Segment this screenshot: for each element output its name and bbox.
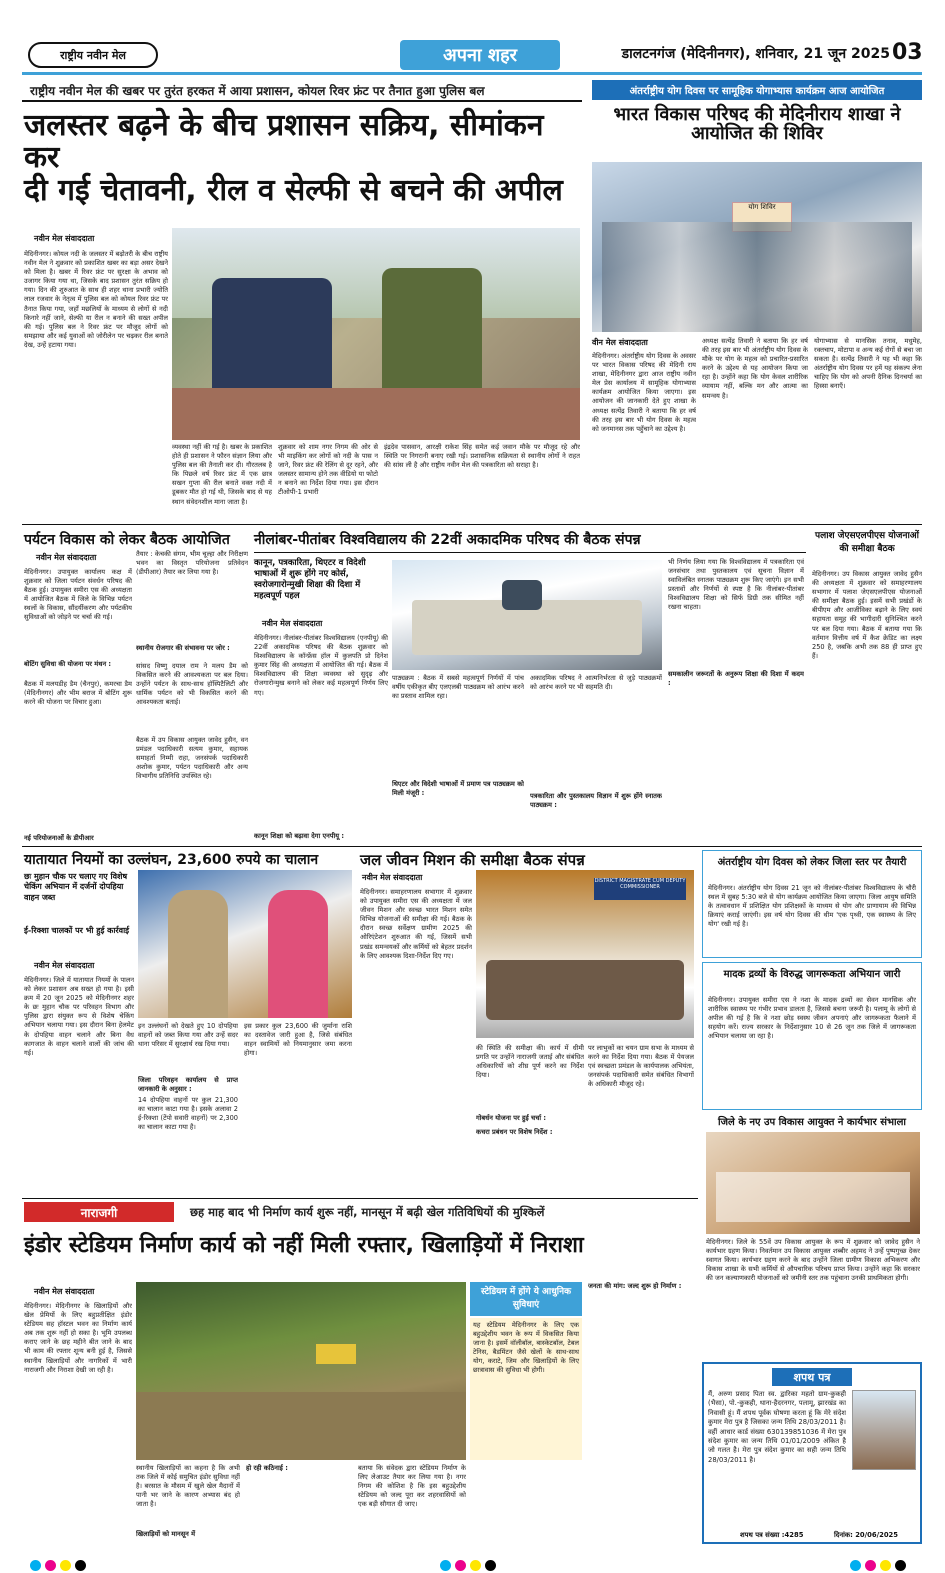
university-headline: नीलांबर-पीतांबर विश्वविद्यालय की 22वीं अकादमिक परिषद की बैठक संपन्न [254,532,641,548]
traffic-sub1: जिला परिवहन कार्यालय से प्राप्त जानकारी के अनुसार : [138,1076,238,1094]
affidavit-photo [852,1390,916,1470]
lead-headline-1: जलस्तर बढ़ने के बीच प्रशासन सक्रिय, सीमांकन कर [24,108,544,175]
yoga-body: मेदिनीनगर। अंतर्राष्ट्रीय योग दिवस के अवसर पर भारत विकास परिषद की मेदिनी राय शाखा, मेदिनीनगर द्वारा आज राष्ट्रीय नवीन मेल प्रेस कार्यालय में सामूहिक योगाभ्यास कार्यक्रम आयोजित किया जाएगा। इस आयोजन की जानकारी देते हुए शाखा के अध्यक्ष सत्येंद्र तिवारी ने बताया कि हर वर्ष की तरह इस बार भी योग दिवस के महत्व को जनमानस तक पहुँचाने का उद्देश्य है। [592,352,696,433]
yoga-ready-headline: अंतर्राष्ट्रीय योग दिवस को लेकर जिला स्तर पर तैयारी [717,857,907,868]
tourism-headline: पर्यटन विकास को लेकर बैठक आयोजित [24,532,230,548]
university-byline: नवीन मेल संवाददाता [262,619,323,628]
print-marks-left [30,1556,90,1573]
tourism-sub2: नई परियोजनाओं के डीपीआर [24,834,94,842]
jal-headline: जल जीवन मिशन की समीक्षा बैठक संपन्न [360,851,585,869]
stadium-headline: इंडोर स्टेडियम निर्माण कार्य को नहीं मिली रफ्तार, खिलाड़ियों में निराशा [24,1233,584,1258]
stadium-kicker: छह माह बाद भी निर्माण कार्य शुरू नहीं, मानसून में बढ़ी खेल गतिविधियों की मुश्किलें [190,1205,545,1219]
ddc-headline: जिले के नए उप विकास आयुक्त ने कार्यभार संभाला [718,1117,906,1128]
print-mark-yellow [60,1560,71,1571]
row-divider-1 [22,524,922,525]
drugs-headline: मादक द्रव्यों के विरुद्ध जागरूकता अभियान जारी [723,969,901,980]
policeman [168,890,228,1018]
university-body-2: अकादमिक परिषद ने आत्मनिर्भरता से जुड़े पाठ्यक्रमों को आरंभ करने पर भी सहमति दी। [530,674,662,692]
stadium-sub2: हो रही कठिनाई : [246,1464,288,1472]
yoga-kicker: अंतर्राष्ट्रीय योग दिवस पर सामूहिक योगाभ्यास कार्यक्रम आज आयोजित [592,80,922,100]
tourism-body-3: बैठक में उप विकास आयुक्त जावेद हुसैन, वन प्रमंडल पदाधिकारी सत्यम कुमार, सहायक समाहर्ता निम्मी राहा, जनसंपर्क पदाधिकारी अशोक कुमार, पर्यटन पदाधिकारी और अन्य विभागीय प्रतिनिधि उपस्थित रहे। [136,736,248,781]
university-sub4: समकालीन जरूरतों के अनुरूप शिक्षा की दिशा में कदम : [668,670,804,688]
traffic-headline: यातायात नियमों का उल्लंघन, 23,600 रुपये का चालान [24,852,319,868]
row-divider-3 [22,1198,698,1199]
stadium-body: मेदिनीनगर। मेदिनीनगर के खिलाड़ियों और खेल प्रेमियों के लिए बहुप्रतीक्षित इंडोर स्टेडियम सह हॉस्टल भवन का निर्माण कार्य अब तक शुरू नहीं हो सका है। भूमि उपलब्ध कराए जाने के छह महीने बीत जाने के बाद भी काम की रफ्तार शून्य बनी हुई है, जिससे स्थानीय खिलाड़ियों और नागरिकों में भारी नाराजगी और निराशा देखी जा रही है। [24,1302,132,1374]
jal-body-3: पर लाभुकों का चयन ग्राम सभा के माध्यम से करने का निर्देश दिया गया। बैठक में पेयजल एवं स्वच्छता प्रमंडल के कार्यपालक अभियंता, जनसंपर्क पदाधिकारी समेत संबंधित विभागों के अधिकारी मौजूद रहे। [588,1044,694,1089]
stadium-box-title: स्टेडियम में होंगे ये आधुनिक सुविधाएं [470,1282,582,1316]
tourism-body-2: तैयार : केचकी संगम, भीम चूल्हा और निरीक्षण भवन का विस्तृत परियोजना प्रतिवेदन (डीपीआर) तैयार कर लिया गया है। [136,550,248,577]
stadium-byline: नवीन मेल संवाददाता [34,1287,95,1296]
affidavit-number: शपथ पत्र संख्या :4285 [740,1531,804,1539]
stadium-photo [136,1282,466,1460]
traffic-bullet-1: छः मुहान चौक पर चलाए गए विशेष चेकिंग अभियान में दर्जनों दोपहिया वाहन जब्त [24,872,128,902]
print-mark-cyan [850,1560,861,1571]
dateline: डालटनगंज (मेदिनीनगर), शनिवार, 21 जून 2025 [621,46,890,62]
jal-photo [476,870,694,1038]
parked-bus [316,1344,356,1364]
muddy-ground [136,1392,466,1460]
traffic-byline: नवीन मेल संवाददाता [34,961,95,970]
yoga-body-3: योगाभ्यास से मानसिक तनाव, मधुमेह, रक्तचाप, मोटापा व अन्य कई रोगों से बचा जा सकता है। सत्येंद्र तिवारी ने यह भी कहा कि अंतर्राष्ट्रीय योग दिवस पर हमें यह संकल्प लेना चाहिए कि योग को अपनी दैनिक दिनचर्या का हिस्सा बनाएँ। [814,337,922,391]
yoga-members [602,222,912,332]
traffic-body-3: इस प्रकार कुल 23,600 की जुर्माना राशि का दस्तावेज जारी हुआ है, जिसे संबंधित वाहन स्वामियों को नियमानुसार जमा करना होगा। [244,1022,352,1058]
row-divider-2 [22,846,922,847]
jal-body-2: की स्थिति की समीक्षा की। कार्य में धीमी प्रगति पर उन्होंने नाराजगी जताई और संबंधित अधिकारियों को शीघ्र पूर्ण करने का निर्देश दिया। [476,1044,584,1080]
newspaper-logo: राष्ट्रीय नवीन मेल [28,42,158,68]
print-mark-cyan [30,1560,41,1571]
page-number: 03 [892,40,923,65]
drugs-body: मेदिनीनगर। उपायुक्त समीरा एस ने नशा के मादक द्रव्यों का सेवन मानसिक और शारीरिक स्वास्थ्य पर गंभीर प्रभाव डालता है, जिससे बचना जरूरी है। पलामू के लोगों से अपील की गई है कि वे नशा छोड़ स्वस्थ जीवन अपनाएं और जागरूकता फैलाने में सहयोग करें। राज्य सरकार के निर्देशानुसार 10 से 26 जून तक जिले में जागरूकता अभियान चलाया जा रहा है। [708,996,916,1041]
desk [716,1172,910,1222]
university-photo [392,560,662,670]
tourism-sub1-body: बैठक में मलयडीह डैम (चैनपुर), कमरचा डैम (मेदिनीनगर) और भीम बराज में बोटिंग शुरू करने की योजना पर विचार हुआ। [24,680,132,707]
university-rule [254,552,806,553]
wall-sign: DISTRICT MAGISTRATE CUM DEPUTY COMMISSIONER [594,878,686,900]
stadium-sub3: जनता की मांग: जल्द शुरू हो निर्माण : [588,1282,682,1290]
affidavit-body: मैं, अरुण प्रसाद पिता स्व. द्वारिका महतो ग्राम-कुकही (भैसा), पो.-कुकही, थाना-हैदरनगर, पलामू, झारखंड का निवासी हूं। मैं शपथ पूर्वक घोषणा करता हूं कि मेरे संदेश कुमार मेरा पुत्र है जिसका जन्म तिथि 28/03/2011 है। वहीं आधार कार्ड संख्या 630139851036 में मेरा पुत्र संदेश कुमार का जन्म तिथि 01/01/2009 अंकित है जो गलत है। मेरा पुत्र संदेश कुमार का सही जन्म तिथि 28/03/2011 है। [708,1390,846,1464]
affidavit-title: शपथ पत्र [772,1368,852,1386]
lead-body: मेदिनीनगर। कोयल नदी के जलस्तर में बढ़ोतरी के बीच राष्ट्रीय नवीन मेल ने शुक्रवार को प्रकाशित खबर का बड़ा असर देखने को मिला है। खबर में रिवर फ्रंट पर सुरक्षा के अभाव को उजागर किया गया था, जिसके बाद प्रशासन तुरंत सक्रिय हो गया। दिन की शुरुआत के साथ ही शहर थाना प्रभारी ज्योति लाल रजवार के नेतृत्व में पुलिस बल को कोयल रिवर फ्रंट पर तैनात किया गया, जहाँ मछलियों के माध्यम से लोगों से नदी किनारे नहीं जाने, सेल्फी या रील न बनाने की सख्त अपील की गई। पुलिस बल ने रिवर फ्रंट पर मौजूद लोगों को समझाया और कई युवाओं को जोरीलेन पर चढ़कर रील बनाते देख, उन्हें हटाया गया। [24,250,168,349]
print-mark-magenta [865,1560,876,1571]
stadium-body-2: स्थानीय खिलाड़ियों का कहना है कि अभी तक जिले में कोई समुचित इंडोर सुविधा नहीं है। बरसात के मौसम में खुले खेल मैदानों में पानी भर जाने के कारण अभ्यास बंद हो जाता है। [136,1464,240,1509]
ddc-photo [706,1132,920,1234]
tourism-sub3: स्थानीय रोजगार की संभावना पर जोर : [136,644,230,652]
stadium-body-3: बताया कि संवेदक द्वारा स्टेडियम निर्माण के लिए लेआउट तैयार कर लिया गया है। नगर निगम की कोशिश है कि इस बहुउद्देशीय स्टेडियम को जल्द पूरा कर शहरवासियों को एक बड़ी सौगात दी जाए। [358,1464,466,1509]
print-marks-center [440,1556,500,1573]
chairperson [502,580,542,610]
university-sub2: थिएटर और विदेशी भाषाओं में प्रमाण पत्र पाठ्यक्रम को मिली मंजूरी : [392,780,524,798]
palash-headline: पलाश जेएसएलपीएस योजनाओं की समीक्षा बैठक [814,531,919,554]
stadium-tag: नाराजगी [24,1202,174,1222]
print-mark-black [75,1560,86,1571]
stadium-sub1: खिलाड़ियों को मानसून में [136,1530,196,1538]
print-mark-magenta [45,1560,56,1571]
lead-body-3: शुक्रवार को शाम नगर निगम की ओर से भी माइकिंग कर लोगों को नदी के पास न जाने, रिवर फ्रंट की रेलिंग से दूर रहने, और जलस्तर सामान्य होने तक वीडियो या फोटो न बनाने का निर्देश दिया गया। इस दौरान टीओपी-1 प्रभारी [278,443,378,497]
yoga-headline: भारत विकास परिषद की मेदिनीराय शाखा ने आयोजित की शिविर [613,104,901,144]
tourism-body: मेदिनीनगर। उपायुक्त कार्यालय कक्ष में शुक्रवार को जिला पर्यटन संवर्धन परिषद की बैठक हुई। उपायुक्त समीरा एस की अध्यक्षता में आयोजित बैठक में जिले के विभिन्न पर्यटन स्थलों के विकास, सौंदर्यीकरण और पर्यटकीय सुविधाओं को जोड़ने पर चर्चा की गई। [24,568,132,622]
lead-kicker: राष्ट्रीय नवीन मेल की खबर पर तुरंत हरकत में आया प्रशासन, कोयल रिवर फ्रंट पर तैनात हुआ पुलिस बल [30,84,485,98]
lead-byline: नवीन मेल संवाददाता [34,234,95,243]
print-mark-black [485,1560,496,1571]
police-group [382,268,482,398]
print-mark-magenta [455,1560,466,1571]
yoga-ready-body: मेदिनीनगर। अंतर्राष्ट्रीय योग दिवस 21 जून को नीलांबर-पीतांबर विश्वविद्यालय के चौरी स्थल में सुबह 5:30 बजे से योग कार्यक्रम आयोजित किया जाएगा। जिला आयुष समिति के तत्वावधान में प्रशिक्षित योग प्रशिक्षकों के माध्यम से योग और प्राणायाम की विभिन्न क्रियाएं कराई जाएंगी। इस वर्ष योग दिवस की थीम 'एक पृथ्वी, एक स्वास्थ्य के लिए योग' रखी गई है। [708,884,916,929]
stadium-box-body: यह स्टेडियम मेदिनीनगर के लिए एक बहुउद्देशीय भवन के रूप में विकसित किया जाना है। इसमें वाॅलीबॉल, बास्केटबॉल, टेबल टेनिस, बैडमिंटन जैसे खेलों के साथ-साथ योग, कराटे, जिम और खिलाड़ियों के लिए छात्रावास की सुविधा भी होगी। [470,1318,582,1460]
yoga-photo [592,162,922,332]
jal-body: मेदिनीनगर। समाहरणालय सभागार में शुक्रवार को उपायुक्त समीरा एस की अध्यक्षता में जल जीवन मिशन और स्वच्छ भारत मिशन समेत विभिन्न योजनाओं की समीक्षा की गई। बैठक के दौरान स्वच्छ सर्वेक्षण ग्रामीण 2025 की ओरिएंटेशन शुरुआत की गई, जिसमें सभी प्रखंड समन्वयकों और कर्मियों को बेहतर प्रदर्शन के लिए आवश्यक दिशा-निर्देश दिए गए। [360,888,472,960]
university-caption: पाठ्यक्रम : बैठक में सबसे महत्वपूर्ण निर्णयों में पांच वर्षीय एकीकृत बीए एलएलबी पाठ्यक्रम को आरंभ करने का प्रस्ताव शामिल रहा। [392,674,524,701]
university-body: मेदिनीनगर। नीलांबर-पीतांबर विश्वविद्यालय (एनपीयू) की 22वीं अकादमिक परिषद की बैठक शुक्रवार को विश्वविद्यालय के कॉन्फ्रेंस हॉल में कुलपति प्रो दिनेश कुमार सिंह की अध्यक्षता में आयोजित की गई। बैठक में विश्वविद्यालय की शिक्षा व्यवस्था को सुदृढ़ और रोजगारोन्मुख बनाने को लेकर कई महत्वपूर्ण निर्णय लिए गए। [254,634,388,697]
tourism-byline: नवीन मेल संवाददाता [36,553,97,562]
yoga-body-2: अध्यक्ष सत्येंद्र तिवारी ने बताया कि हर वर्ष की तरह इस बार भी अंतर्राष्ट्रीय योग दिवस के मौके पर योग के महत्व को प्रचारित-प्रसारित करने के उद्देश्य से यह आयोजन किया जा रहा है। उन्होंने कहा कि योग केवल शारीरिक व्यायाम नहीं, बल्कि मन और आत्मा का समन्वय है। [702,337,808,400]
university-body-3: भी निर्णय लिया गया कि विश्वविद्यालय में पत्रकारिता एवं जनसंचार तथा पुस्तकालय एवं सूचना विज्ञान में स्वाविलंबित स्नातक पाठ्यक्रम शुरू किए जाएंगे। इन सभी प्रस्तावों और निर्णयों से स्पष्ट है कि नीलांबर-पीतांबर विश्वविद्यालय शिक्षा को सिर्फ डिग्री तक सीमित नहीं रखना चाहता। [668,558,804,612]
tourism-sub1: बोटिंग सुविधा की योजना पर मंथन : [24,660,112,668]
palash-body: मेदिनीनगर। उप विकास आयुक्त जावेद हुसैन की अध्यक्षता में शुक्रवार को समाहरणालय सभागार में पलाश जेएसएलपीएस योजनाओं की समीक्षा बैठक हुई। इसमें सभी प्रखंडों के बीपीएम और आजीविका बढ़ाने के लिए स्वयं सहायता समूह की भागीदारी सुनिश्चित करने पर बल दिया गया। बैठक में बताया गया कि वर्तमान वित्तीय वर्ष में कैश क्रेडिट का लक्ष्य 250 है, जबकि अभी तक 88 ही प्राप्त हुए हैं। [812,570,922,660]
traffic-photo [138,870,352,1018]
riverfront-floor [172,388,580,440]
lead-body-2: व्यवस्था नहीं की गई है। खबर के प्रकाशित होते ही प्रशासन ने फौरन संज्ञान लिया और पुलिस बल की तैनाती कर दी। गौरतलब है कि पिछले वर्ष रिवर फ्रंट में एक छात्र सखन गुप्ता की रील बनाते वक्त नदी में डूबकर मौत हो गई थी, जिसके बाद से यह स्थान संवेदनशील माना जाता है। [172,443,272,506]
masthead-rule [22,72,922,75]
traffic-sub1-body: 14 दोपहिया वाहनों पर कुल 21,300 का चालान काटा गया है। इसके अलावा 2 ई-रिक्शा (टेंपो सवारी वाहनों) पर 2,300 का चालान काटा गया है। [138,1096,238,1132]
ddc-body: मेदिनीनगर। जिले के 55वें उप विकास आयुक्त के रूप में शुक्रवार को जावेद हुसैन ने कार्यभार ग्रहण किया। निवर्तमान उप विकास आयुक्त शब्बीर अहमद ने उन्हें पुष्पगुच्छ देकर स्वागत किया। कार्यभार ग्रहण करने के बाद उन्होंने जिला ग्रामीण विकास अभिकरण और विकास शाखा के सभी कर्मियों से औपचारिक परिचय प्राप्त किया। उन्होंने कहा कि सरकार की जन कल्याणकारी योजनाओं को जमीनी स्तर तक पहुंचाना उनकी प्राथमिकता होगी। [706,1238,920,1283]
university-sub3: पत्रकारिता और पुस्तकालय विज्ञान में शुरू होंगे स्नातक पाठ्यक्रम : [530,792,662,810]
print-mark-yellow [470,1560,481,1571]
lead-rule [22,100,582,102]
print-mark-black [895,1560,906,1571]
lead-photo [172,228,580,440]
jal-sub1: गोबर्धन योजना पर हुई चर्चा : [476,1114,547,1122]
traffic-body: मेदिनीनगर। जिले में यातायात नियमों के पालन को लेकर प्रशासन अब सख्त हो गया है। इसी क्रम में 20 जून 2025 को मेदिनीनगर शहर के छः मुहान चौक पर परिवहन विभाग और पुलिस द्वारा संयुक्त रूप से विशेष चेकिंग अभियान चलाया गया। इस दौरान बिना हेलमेट के दोपहिया वाहन चलाने और बिना वैध कागजात के वाहन चलाने वालों की जांच की गई। [24,976,134,1057]
officials-table [486,960,684,1020]
print-mark-yellow [880,1560,891,1571]
lead-body-4: इंद्रदेव पासवान, आरक्षी राकेश सिंह समेत कई जवान मौके पर मौजूद रहे और स्थिति पर निगरानी बनाए रखी गई। प्रशासनिक सक्रियता से स्थानीय लोगों ने राहत की सांस ली है और राष्ट्रीय नवीन मेल की पत्रकारिता को सराहा है। [384,443,580,470]
traffic-bullet-2: ई-रिक्शा चालकों पर भी हुई कार्रवाई [24,926,130,935]
affidavit-date: दिनांक: 20/06/2025 [834,1531,899,1539]
university-bullet: कानून, पत्रकारिता, थिएटर व विदेशी भाषाओं में शुरू होंगे नए कोर्स, स्वरोजगारोन्मुखी शिक्षा की दिशा में महत्वपूर्ण पहल [254,558,366,602]
yoga-banner: योग शिविर [732,202,792,232]
rider [268,890,328,1018]
yoga-byline: वीन मेल संवाददाता [592,338,648,347]
print-marks-right [850,1556,910,1573]
jal-byline: नवीन मेल संवाददाता [362,873,423,882]
university-sub1: कानून शिक्षा को बढ़ावा देगा एनपीयू : [254,832,344,840]
tourism-sub3-body: सांसद विष्णु दयाल राम ने मलय डैम को विकसित करने की आवश्यकता पर बल दिया। उन्होंने पर्यटन के साथ-साथ हॉस्पिटैलिटी और धार्मिक पर्यटन को भी विकसित करने की आवश्यकता बताई। [136,662,248,707]
section-tab: अपना शहर [400,40,560,70]
traffic-body-2: इन उल्लंघनों को देखते हुए 10 दोपहिया वाहनों को जब्त किया गया और उन्हें सदर थाना परिसर में सुरक्षार्थ रख दिया गया। [138,1022,238,1049]
jal-sub2: कचरा प्रबंधन पर विशेष निर्देश : [476,1128,553,1136]
print-mark-cyan [440,1560,451,1571]
lead-headline-2: दी गई चेतावनी, रील व सेल्फी से बचने की अपील [24,173,563,208]
